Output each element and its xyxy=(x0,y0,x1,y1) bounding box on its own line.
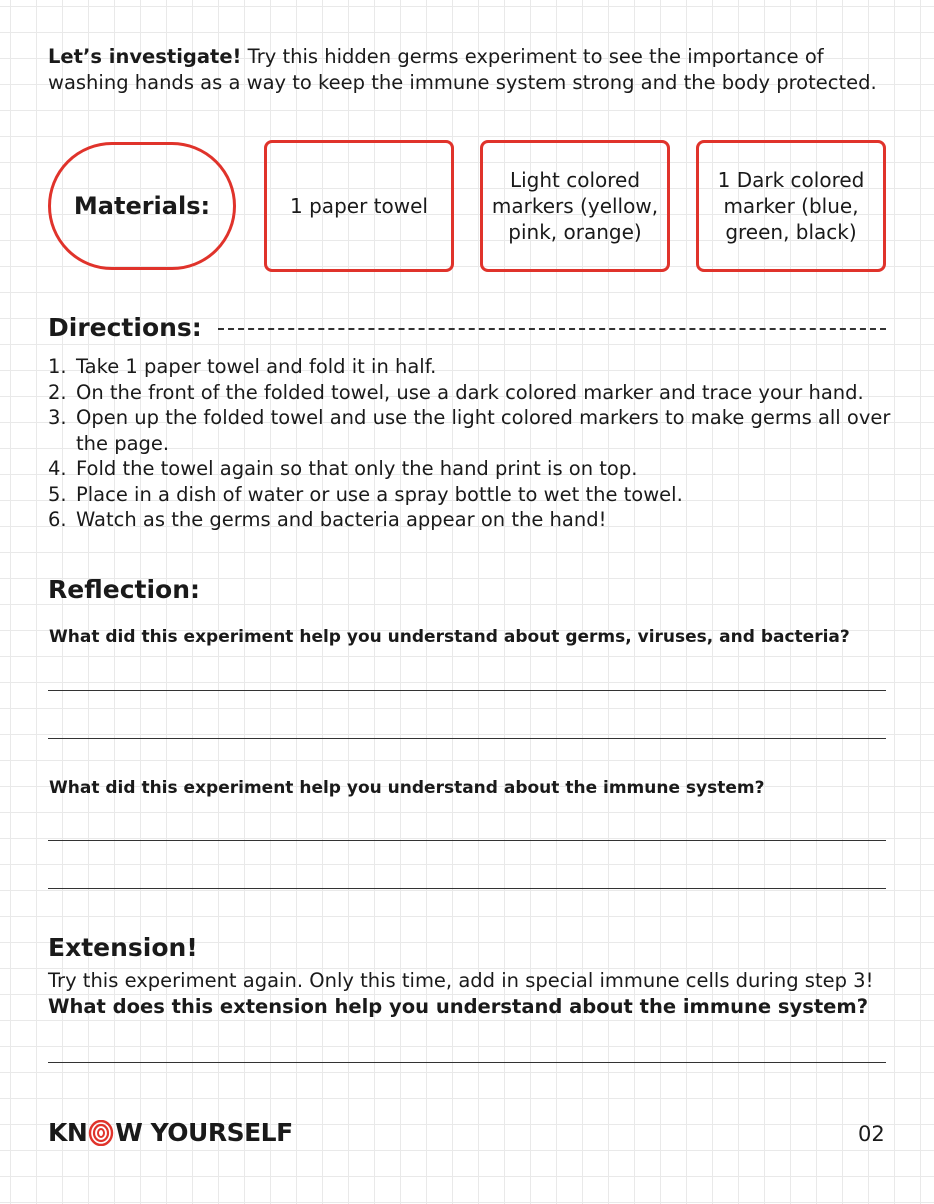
directions-divider xyxy=(218,328,886,330)
direction-step xyxy=(48,507,908,533)
directions-list xyxy=(48,354,908,533)
step-number: 2. xyxy=(48,380,67,404)
logo-text-start: KN xyxy=(48,1118,88,1147)
answer-line[interactable] xyxy=(48,1062,886,1063)
step-number: 3. xyxy=(48,406,67,429)
material-item: 1 Dark colored marker (blue, green, black) xyxy=(696,140,886,272)
intro-lead: Let’s investigate! xyxy=(48,45,242,68)
step-text: Place in a dish of water or use a spray bottle to wet the towel. xyxy=(76,482,683,506)
direction-step xyxy=(48,354,908,380)
step-number: 4. xyxy=(48,457,67,480)
step-text: Watch as the germs and bacteria appear on the hand! xyxy=(76,508,607,531)
material-item: Light colored markers (yellow, pink, orange) xyxy=(480,140,670,272)
brand-logo xyxy=(48,1118,293,1147)
answer-line[interactable] xyxy=(48,840,886,841)
step-text: On the front of the folded towel, use a dark colored marker and trace your hand. xyxy=(76,380,864,404)
intro-text: Try this hidden germs experiment to see the importance of washing hands as a way to keep the immune system strong and the body protected. xyxy=(48,45,877,94)
step-text: Fold the towel again so that only the hand print is on top. xyxy=(76,457,638,480)
extension-text: Try this experiment again. Only this time, add in special immune cells during step 3! xyxy=(48,969,874,992)
step-text: Take 1 paper towel and fold it in half. xyxy=(76,355,437,378)
fingerprint-icon xyxy=(88,1120,114,1146)
step-text: Open up the folded towel and use the light colored markers to make germs all over the page. xyxy=(76,406,891,455)
direction-step xyxy=(48,380,908,406)
step-number: 6. xyxy=(48,508,67,531)
extension-heading: Extension! xyxy=(48,933,198,962)
reflection-question-2: What did this experiment help you understand about the immune system? xyxy=(49,778,765,798)
step-number: 1. xyxy=(48,355,67,378)
direction-step xyxy=(48,482,908,508)
extension-question: What does this extension help you understand about the immune system? xyxy=(48,995,869,1018)
step-number: 5. xyxy=(48,482,67,506)
intro-paragraph xyxy=(48,44,908,96)
extension-body xyxy=(48,968,918,1020)
answer-line[interactable] xyxy=(48,738,886,739)
page-number: 02 xyxy=(858,1122,885,1146)
direction-step xyxy=(48,456,908,482)
direction-step xyxy=(48,405,908,456)
logo-text-end: W YOURSELF xyxy=(115,1118,293,1147)
reflection-question-1: What did this experiment help you understand about germs, viruses, and bacteria? xyxy=(49,627,850,647)
directions-heading: Directions: xyxy=(48,313,202,342)
materials-label: Materials: xyxy=(48,142,236,270)
answer-line[interactable] xyxy=(48,690,886,691)
material-item: 1 paper towel xyxy=(264,140,454,272)
reflection-heading: Reflection: xyxy=(48,575,201,604)
answer-line[interactable] xyxy=(48,888,886,889)
